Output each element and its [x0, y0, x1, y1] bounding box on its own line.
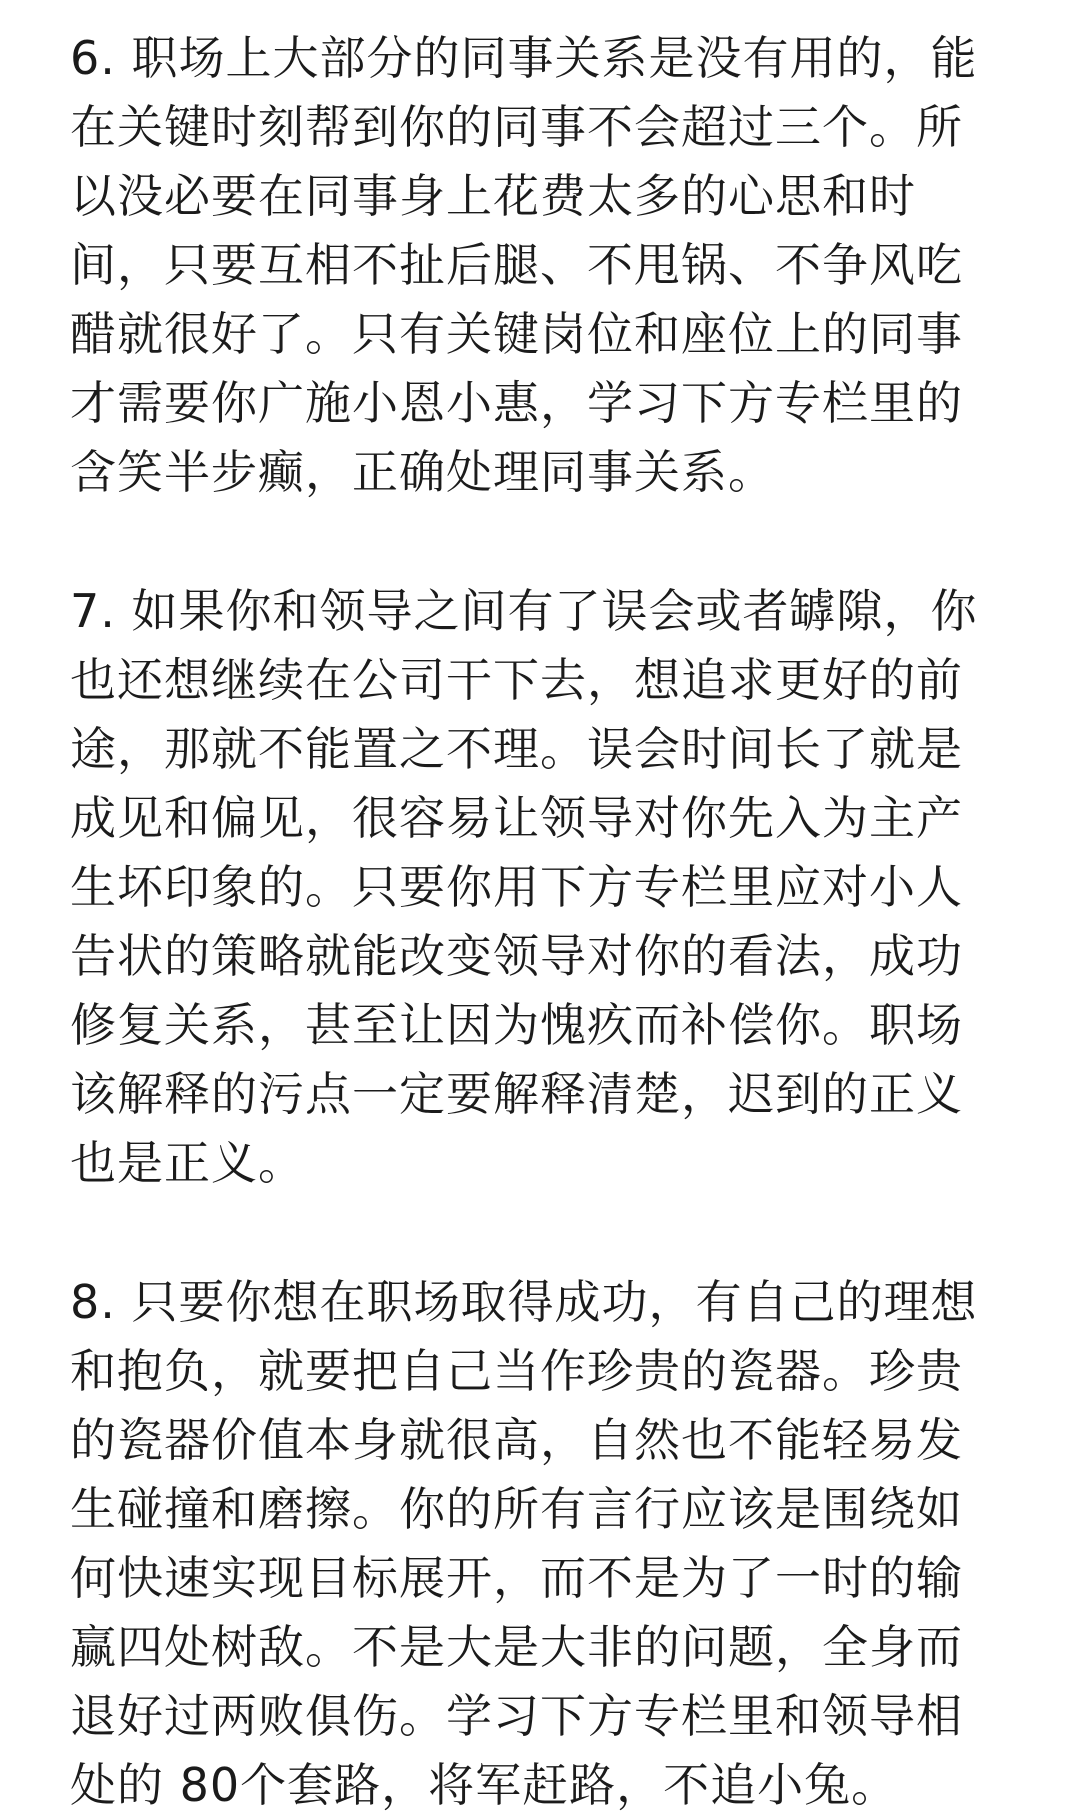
paragraph-7 [70, 577, 1010, 1198]
text-line: 告状的策略就能改变领导对你的看法，成功 [70, 929, 963, 983]
paragraph-spacer [70, 1198, 1010, 1268]
text-line: 6. 职场上大部分的同事关系是没有用的，能 [70, 31, 978, 85]
text-line: 的瓷器价值本身就很高，自然也不能轻易发 [70, 1413, 963, 1467]
text-line: 途，那就不能置之不理。误会时间长了就是 [70, 722, 963, 776]
paragraph-8 [70, 1268, 1010, 1820]
text-line: 处的 80个套路，将军赶路，不追小兔。 [70, 1758, 899, 1812]
text-line: 退好过两败俱伤。学习下方专栏里和领导相 [70, 1689, 963, 1743]
text-line: 间，只要互相不扯后腿、不甩锅、不争风吃 [70, 238, 963, 292]
text-line: 含笑半步癫，正确处理同事关系。 [70, 445, 775, 499]
text-line: 才需要你广施小恩小惠，学习下方专栏里的 [70, 376, 963, 430]
text-line: 该解释的污点一定要解释清楚，迟到的正义 [70, 1067, 963, 1121]
text-line: 8. 只要你想在职场取得成功，有自己的理想 [70, 1275, 978, 1329]
text-line: 也还想继续在公司干下去，想追求更好的前 [70, 653, 963, 707]
text-line: 成见和偏见，很容易让领导对你先入为主产 [70, 791, 963, 845]
paragraph-6 [70, 24, 1010, 507]
text-line: 醋就很好了。只有关键岗位和座位上的同事 [70, 307, 963, 361]
text-line: 何快速实现目标展开，而不是为了一时的输 [70, 1551, 963, 1605]
paragraph-spacer [70, 507, 1010, 577]
text-line: 生坏印象的。只要你用下方专栏里应对小人 [70, 860, 963, 914]
text-line: 在关键时刻帮到你的同事不会超过三个。所 [70, 100, 963, 154]
text-line: 修复关系，甚至让因为愧疚而补偿你。职场 [70, 998, 963, 1052]
text-line: 生碰撞和磨擦。你的所有言行应该是围绕如 [70, 1482, 963, 1536]
text-line: 7. 如果你和领导之间有了误会或者罅隙，你 [70, 584, 978, 638]
text-line: 以没必要在同事身上花费太多的心思和时 [70, 169, 916, 223]
text-line: 赢四处树敌。不是大是大非的问题，全身而 [70, 1620, 963, 1674]
text-line: 和抱负，就要把自己当作珍贵的瓷器。珍贵 [70, 1344, 963, 1398]
text-line: 也是正义。 [70, 1136, 305, 1190]
